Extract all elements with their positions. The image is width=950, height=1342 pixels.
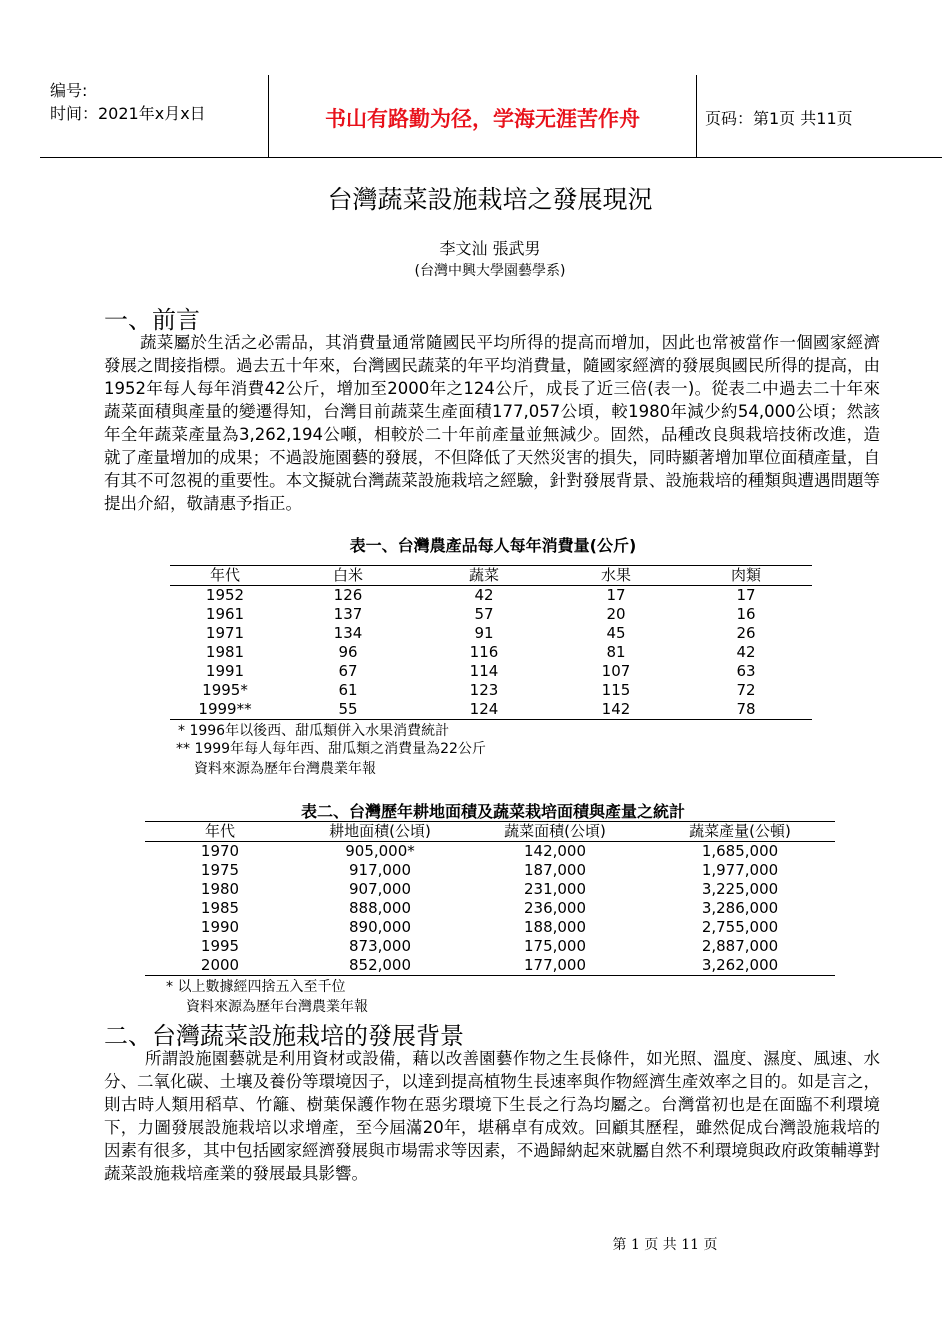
- column-header: 年代: [145, 822, 295, 842]
- table-cell: 231,000: [523, 880, 587, 898]
- table-cell: 2000: [145, 956, 295, 976]
- table-cell: 96: [338, 643, 358, 661]
- table-row: [145, 899, 835, 918]
- table-cell: 107: [601, 662, 631, 680]
- section-2-paragraph: 所謂設施園藝就是利用資材或設備，藉以改善園藝作物之生長條件，如光照、溫度、濕度、風速、水分、二氧化碳、土壤及養份等環境因子，以達到提高植物生長速率與作物經濟生產效率之目的。如是言之，則古時人類用稻草、竹籬、樹葉保護作物在惡劣環境下生長之行為均屬之。台灣當初也是在面臨不利環境下，力圖發展設施栽培以求增產，至今屆滿20年，堪稱卓有成效。回顧其歷程，雖然促成台灣設施栽培的因素有很多，其中包括國家經濟發展與市場需求等因素，不過歸納起來就屬自然不利環境與政府政策輔導對蔬菜設施栽培產業的發展最具影響。: [104, 1049, 880, 1183]
- column-header: 蔬菜: [416, 566, 552, 586]
- table-row: [170, 681, 812, 700]
- table-cell: 873,000: [348, 937, 412, 955]
- table-row: [170, 662, 812, 681]
- table-cell: 16: [736, 605, 756, 623]
- time-label: 时间：2021年x月x日: [50, 104, 206, 123]
- table-row: [145, 861, 835, 880]
- document-title: 台灣蔬菜設施栽培之發展現況: [327, 185, 653, 214]
- table-1-note: ** 1999年每人每年西、甜瓜類之消費量為22公斤: [176, 741, 486, 757]
- page-header: [40, 75, 942, 158]
- table-row: [145, 918, 835, 937]
- table-cell: 1985: [200, 899, 240, 917]
- table-1-source: 資料來源為歷年台灣農業年報: [194, 761, 376, 777]
- document-affiliation: (台灣中興大學園藝學系): [414, 263, 566, 279]
- column-header: 肉類: [680, 566, 812, 586]
- table-cell: 61: [338, 681, 358, 699]
- table-row: [170, 605, 812, 624]
- table-cell: 1970: [200, 842, 240, 860]
- table-cell: 1981: [205, 643, 245, 661]
- table-cell: 81: [606, 643, 626, 661]
- table-cell: 91: [474, 624, 494, 642]
- page-footer: 第 1 页 共 11 页: [612, 1237, 718, 1253]
- table-cell: 1995: [200, 937, 240, 955]
- table-cell: 1,685,000: [701, 842, 779, 860]
- table-cell: 1991: [205, 662, 245, 680]
- table-cell: 26: [736, 624, 756, 642]
- table-cell: 2,887,000: [701, 937, 779, 955]
- table-cell: 917,000: [348, 861, 412, 879]
- table-cell: 1999**: [170, 700, 280, 720]
- table-cell: 890,000: [348, 918, 412, 936]
- table-cell: 1975: [200, 861, 240, 879]
- table-cell: 1995*: [202, 681, 248, 699]
- table-cell: 175,000: [523, 937, 587, 955]
- table-cell: 116: [469, 643, 499, 661]
- table-header-row: [170, 566, 812, 586]
- table-cell: 1971: [205, 624, 245, 642]
- table-1: [170, 565, 812, 720]
- table-2-note: * 以上數據經四捨五入至千位: [166, 979, 346, 995]
- table-cell: 236,000: [523, 899, 587, 917]
- table-row: [170, 643, 812, 662]
- column-header: 年代: [170, 566, 280, 586]
- header-meta: [50, 79, 206, 125]
- table-2-caption: 表二、台灣歷年耕地面積及蔬菜栽培面積與產量之統計: [300, 802, 685, 821]
- table-row: [145, 880, 835, 899]
- table-1-note: * 1996年以後西、甜瓜類併入水果消費統計: [178, 723, 450, 739]
- table-row: [145, 842, 835, 862]
- table-cell: 57: [474, 605, 494, 623]
- serial-label: 编号:: [50, 81, 88, 100]
- table-cell: 20: [606, 605, 626, 623]
- table-cell: 177,000: [465, 956, 645, 976]
- table-cell: 137: [333, 605, 363, 623]
- table-cell: 188,000: [523, 918, 587, 936]
- table-cell: 888,000: [348, 899, 412, 917]
- table-cell: 123: [469, 681, 499, 699]
- table-1-caption: 表一、台灣農產品每人每年消費量(公斤): [349, 536, 637, 555]
- table-cell: 67: [338, 662, 358, 680]
- header-page-info: 页码：第1页 共11页: [705, 109, 853, 128]
- table-cell: 3,262,000: [645, 956, 835, 976]
- table-cell: 126: [333, 586, 363, 604]
- column-header: 耕地面積(公頃): [295, 822, 465, 842]
- table-cell: 134: [333, 624, 363, 642]
- table-cell: 42: [736, 643, 756, 661]
- table-header-row: [145, 822, 835, 842]
- table-cell: 45: [606, 624, 626, 642]
- table-cell: 1961: [205, 605, 245, 623]
- table-cell: 142,000: [523, 842, 587, 860]
- table-cell: 3,286,000: [701, 899, 779, 917]
- table-2-source: 資料來源為歷年台灣農業年報: [186, 999, 368, 1015]
- table-cell: 115: [601, 681, 631, 699]
- table-cell: 3,225,000: [701, 880, 779, 898]
- section-2-heading: 二、台灣蔬菜設施栽培的發展背景: [104, 1022, 464, 1050]
- table-cell: 42: [474, 586, 494, 604]
- table-row: [170, 586, 812, 606]
- table-cell: 1980: [200, 880, 240, 898]
- column-header: 水果: [552, 566, 680, 586]
- column-header: 蔬菜產量(公頓): [645, 822, 835, 842]
- header-motto: 书山有路勤为径，学海无涯苦作舟: [325, 106, 640, 131]
- table-row: [145, 956, 835, 976]
- column-header: 蔬菜面積(公頃): [465, 822, 645, 842]
- table-cell: 17: [606, 586, 626, 604]
- table-cell: 114: [469, 662, 499, 680]
- header-divider: [696, 75, 697, 157]
- table-cell: 852,000: [295, 956, 465, 976]
- table-cell: 55: [280, 700, 416, 720]
- table-cell: 142: [552, 700, 680, 720]
- table-cell: 72: [736, 681, 756, 699]
- table-cell: 1,977,000: [701, 861, 779, 879]
- column-header: 白米: [280, 566, 416, 586]
- table-cell: 124: [416, 700, 552, 720]
- table-row: [170, 700, 812, 720]
- table-cell: 1990: [200, 918, 240, 936]
- table-2: [145, 821, 835, 976]
- table-cell: 187,000: [523, 861, 587, 879]
- section-1-paragraph: 蔬菜屬於生活之必需品，其消費量通常隨國民平均所得的提高而增加，因此也常被當作一個國家經濟發展之間接指標。過去五十年來，台灣國民蔬菜的年平均消費量，隨國家經濟的發展與國民所得的提高，由1952年每人每年消費42公斤，增加至2000年之124公斤，成長了近三倍(表一)。從表二中過去二十年來蔬菜面積與產量的變遷得知，台灣目前蔬菜生產面積177,057公頃，較1980年減少約54,000公頃；然該年全年蔬菜產量為3,262,194公噸，相較於二十年前產量並無減少。固然，品種改良與栽培技術改進，造就了產量增加的成果；不過設施園藝的發展，不但降低了天然災害的損失，同時顯著增加單位面積產量，自有其不可忽視的重要性。本文擬就台灣蔬菜設施栽培之經驗，針對發展背景、設施栽培的種類與遭遇問題等提出介紹，敬請惠予指正。: [104, 333, 880, 513]
- table-cell: 17: [736, 586, 756, 604]
- document-authors: 李文汕 張武男: [439, 239, 541, 258]
- table-cell: 905,000*: [345, 842, 415, 860]
- table-cell: 2,755,000: [701, 918, 779, 936]
- section-1-heading: 一、前言: [104, 306, 200, 334]
- table-cell: 63: [736, 662, 756, 680]
- table-cell: 907,000: [348, 880, 412, 898]
- table-row: [145, 937, 835, 956]
- table-cell: 78: [680, 700, 812, 720]
- table-cell: 1952: [205, 586, 245, 604]
- table-row: [170, 624, 812, 643]
